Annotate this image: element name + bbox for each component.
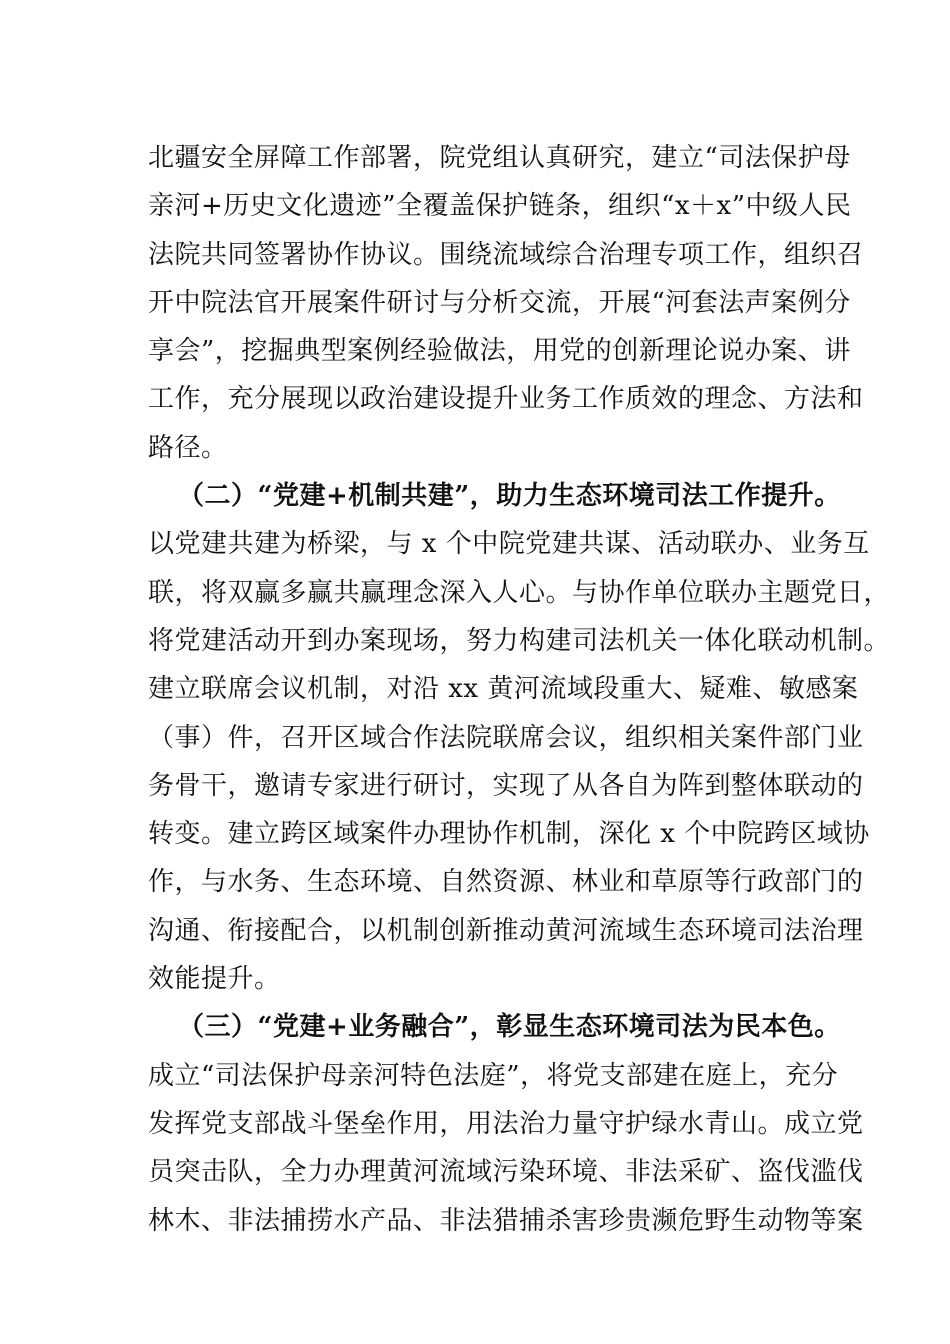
- paragraph-line: 享会”，挖掘典型案例经验做法，用党的创新理论说办案、讲: [148, 336, 851, 367]
- section-heading: （三）“党建+业务融合”，彰显生态环境司法为民本色。: [178, 1012, 841, 1043]
- paragraph-line: 联，将双赢多赢共赢理念深入人心。与协作单位联办主题党日，: [148, 577, 891, 608]
- paragraph-line: 务骨干，邀请专家进行研讨，实现了从各自为阵到整体联动的: [148, 770, 864, 801]
- paragraph-line: 以党建共建为桥梁，与 x 个中院党建共谋、活动联办、业务互: [148, 529, 870, 560]
- paragraph-line: （事）件，召开区域合作法院联席会议，组织相关案件部门业: [148, 722, 864, 753]
- section-heading: （二）“党建+机制共建”，助力生态环境司法工作提升。: [178, 481, 841, 512]
- paragraph-line: 开中院法官开展案件研讨与分析交流，开展“河套法声案例分: [148, 287, 851, 318]
- paragraph-line: 员突击队，全力办理黄河流域污染环境、非法采矿、盗伐滥伐: [148, 1157, 864, 1188]
- paragraph-line: 发挥党支部战斗堡垒作用，用法治力量守护绿水青山。成立党: [148, 1108, 864, 1139]
- paragraph-line: 将党建活动开到办案现场，努力构建司法机关一体化联动机制。: [148, 625, 891, 656]
- paragraph-line: 林木、非法捕捞水产品、非法猎捕杀害珍贵濒危野生动物等案: [148, 1205, 864, 1236]
- paragraph-line: 亲河+历史文化遗迹”全覆盖保护链条，组织“x＋x”中级人民: [148, 191, 852, 222]
- paragraph-line: 北疆安全屏障工作部署，院党组认真研究，建立“司法保护母: [148, 143, 851, 173]
- paragraph-line: 法院共同签署协作协议。围绕流域综合治理专项工作，组织召: [148, 239, 864, 270]
- paragraph-line: 工作，充分展现以政治建设提升业务工作质效的理念、方法和: [148, 384, 864, 415]
- paragraph-line: 效能提升。: [148, 964, 281, 995]
- paragraph-line: 转变。建立跨区域案件办理协作机制，深化 x 个中院跨区域协: [148, 819, 870, 850]
- paragraph-line: 沟通、衔接配合，以机制创新推动黄河流域生态环境司法治理: [148, 915, 864, 946]
- paragraph-line: 作，与水务、生态环境、自然资源、林业和草原等行政部门的: [148, 867, 864, 898]
- paragraph-line: 成立“司法保护母亲河特色法庭”，将党支部建在庭上，充分: [148, 1060, 839, 1091]
- document-body: [148, 134, 891, 1245]
- paragraph-line: 建立联席会议机制，对沿 xx 黄河流域段重大、疑难、敏感案: [148, 674, 859, 705]
- paragraph-line: 路径。: [148, 432, 228, 463]
